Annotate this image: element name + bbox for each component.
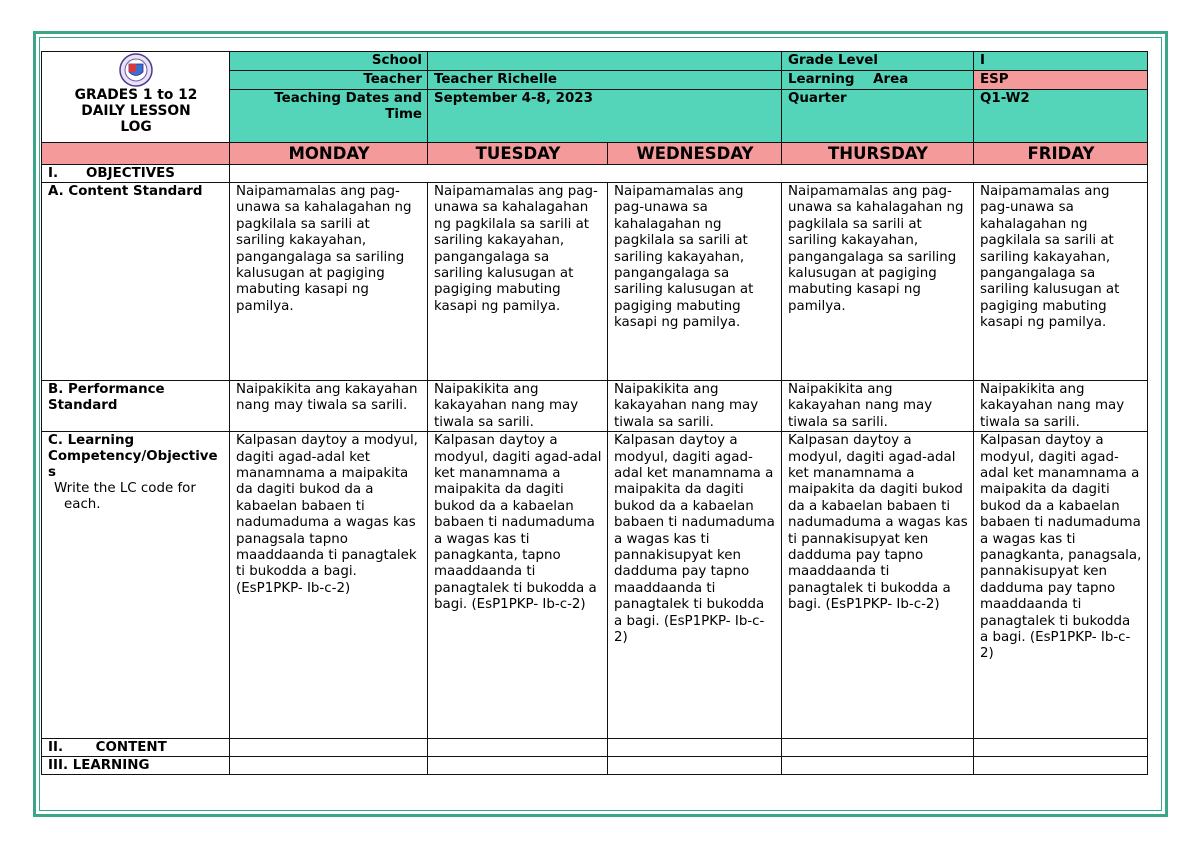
learning-area-label: Learning Area: [782, 71, 974, 90]
learning-tuesday: [428, 757, 608, 775]
teacher-label: Teacher: [230, 71, 428, 90]
content-standard-friday: Naipamamalas ang pag-unawa sa kahalagahan ng pagkilala sa sarili at sariling kakayahan, pangangalaga sa sariling kalusugan at pagiging mabuting kasapi ng pamilya.: [974, 182, 1148, 380]
learning-competency-label-cell: [42, 432, 230, 739]
content-standard-wednesday: Naipamamalas ang pag-unawa sa kahalagahan ng pagkilala sa sarili at sariling kakayahan, pangangalaga sa sariling kalusugan at pagiging mabuting kasapi ng pamilya.: [608, 182, 782, 380]
day-thursday: THURSDAY: [782, 143, 974, 165]
day-monday: MONDAY: [230, 143, 428, 165]
content-friday: [974, 739, 1148, 757]
learning-wednesday: [608, 757, 782, 775]
content-standard-thursday: Naipamamalas ang pag-unawa sa kahalagahan ng pagkilala sa sarili at sariling kakayahan, pangangalaga sa sariling kalusugan at pagiging mabuting kasapi ng pamilya.: [782, 182, 974, 380]
section-content: II. CONTENT: [42, 739, 230, 757]
quarter-value: Q1-W2: [974, 90, 1148, 143]
teacher-value: Teacher Richelle: [428, 71, 782, 90]
deped-seal-icon: [118, 53, 154, 87]
day-row-blank: [42, 143, 230, 165]
content-wednesday: [608, 739, 782, 757]
performance-standard-wednesday: Naipakikita ang kakayahan nang may tiwala sa sarili.: [608, 380, 782, 431]
learning-competency-thursday: Kalpasan daytoy a modyul, dagiti agad-adal ket manamnama a maipakita da dagiti bukod da a kabaelan babaen ti nadumaduma a wagas kas ti pannakisupyat ken dadduma pay tapno maaddaanda ti panagtalek ti bukodda a bagi. (EsP1PKP- Ib-c-2): [782, 432, 974, 739]
learning-competency-monday: Kalpasan daytoy a modyul, dagiti agad-adal ket manamnama a maipakita da dagiti bukod da a kabaelan babaen ti nadumaduma a wagas kas panagsala tapno maaddaanda ti panagtalek ti bukodda a bagi. (EsP1PKP- Ib-c-2): [230, 432, 428, 739]
content-standard-label: A. Content Standard: [42, 182, 230, 380]
grade-level-label: Grade Level: [782, 52, 974, 71]
content-tuesday: [428, 739, 608, 757]
header-logo-cell: [42, 52, 230, 143]
learning-competency-friday: Kalpasan daytoy a modyul, dagiti agad-adal ket manamnama a maipakita da dagiti bukod da a kabaelan babaen ti nadumaduma a wagas kas ti panagkanta, panagsala, pannakisupyat ken dadduma pay tapno maaddaanda ti panagtalek ti bukodda a bagi. (EsP1PKP- Ib-c-2): [974, 432, 1148, 739]
content-monday: [230, 739, 428, 757]
grades-title-line1: GRADES 1 to 12: [74, 87, 198, 103]
day-friday: FRIDAY: [974, 143, 1148, 165]
content-thursday: [782, 739, 974, 757]
learning-competency-label: C. Learning Competency/Objectives: [48, 433, 218, 480]
school-label: School: [230, 52, 428, 71]
teaching-dates-label: Teaching Dates and Time: [230, 90, 428, 143]
content-standard-tuesday: Naipamamalas ang pag-unawa sa kahalagahan ng pagkilala sa sarili at sariling kakayahan, pangangalaga sa sariling kalusugan at pagiging mabuting kasapi ng pamilya.: [428, 182, 608, 380]
quarter-label: Quarter: [782, 90, 974, 143]
learning-competency-wednesday: Kalpasan daytoy a modyul, dagiti agad-adal ket manamnama a maipakita da dagiti bukod da a kabaelan babaen ti nadumaduma a wagas kas ti pannakisupyat ken dadduma pay tapno maaddaanda ti panagtalek ti bukodda a bagi. (EsP1PKP- Ib-c-2): [608, 432, 782, 739]
learning-competency-note: Write the LC code for each.: [54, 480, 196, 512]
section-learning: III. LEARNING: [42, 757, 230, 775]
section-objectives: I. OBJECTIVES: [42, 165, 230, 183]
learning-competency-tuesday: Kalpasan daytoy a modyul, dagiti agad-adal ket manamnama a maipakita da dagiti bukod da a kabaelan babaen ti nadumaduma a wagas kas ti panagkanta, tapno maaddaanda ti panagtalek ti bukodda a bagi. (EsP1PKP- Ib-c-2): [428, 432, 608, 739]
grade-level-value: I: [974, 52, 1148, 71]
objectives-blank: [230, 165, 1148, 183]
day-wednesday: WEDNESDAY: [608, 143, 782, 165]
performance-standard-thursday: Naipakikita ang kakayahan nang may tiwala sa sarili.: [782, 380, 974, 431]
school-value: [428, 52, 782, 71]
learning-friday: [974, 757, 1148, 775]
content-standard-monday: Naipamamalas ang pag-unawa sa kahalagahan ng pagkilala sa sarili at sariling kakayahan, pangangalaga sa sariling kalusugan at pagiging mabuting kasapi ng pamilya.: [230, 182, 428, 380]
performance-standard-tuesday: Naipakikita ang kakayahan nang may tiwala sa sarili.: [428, 380, 608, 431]
performance-standard-label: B. Performance Standard: [42, 380, 230, 431]
performance-standard-friday: Naipakikita ang kakayahan nang may tiwala sa sarili.: [974, 380, 1148, 431]
day-tuesday: TUESDAY: [428, 143, 608, 165]
performance-standard-monday: Naipakikita ang kakayahan nang may tiwala sa sarili.: [230, 380, 428, 431]
teaching-dates-value: September 4-8, 2023: [428, 90, 782, 143]
learning-thursday: [782, 757, 974, 775]
grades-title-line2: DAILY LESSON: [81, 103, 191, 119]
daily-lesson-log-table: [41, 51, 1148, 775]
grades-title-line3: LOG: [120, 119, 152, 135]
learning-monday: [230, 757, 428, 775]
learning-area-value: ESP: [974, 71, 1148, 90]
